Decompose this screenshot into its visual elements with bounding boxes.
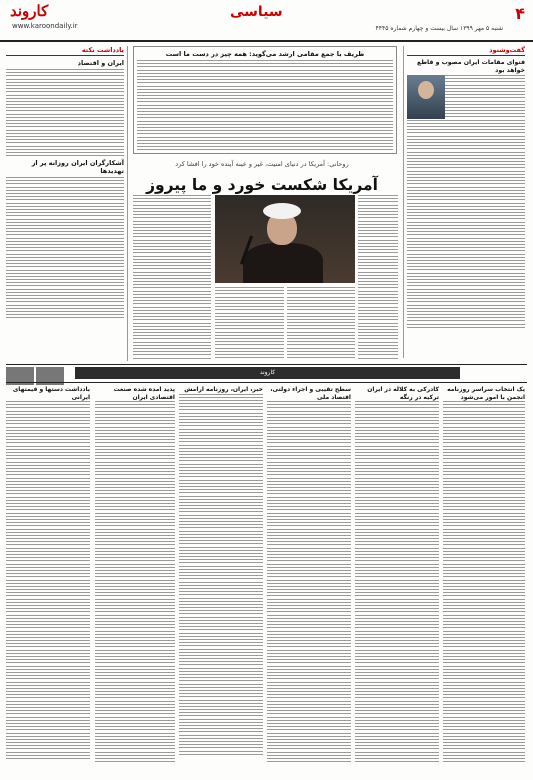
right-story-title: فتوای مقامات ایران مصوب و قاطع خواهد بود: [417, 59, 525, 74]
top-story-body: [137, 60, 393, 150]
newspaper-logo: کاروند: [10, 2, 49, 20]
page-number: ۴: [515, 4, 525, 23]
bottom-col1-title: یک انتخاب سراسر روزنامه انجمن با امور می‌شود: [447, 386, 525, 401]
lead-lower-columns: [215, 287, 355, 362]
right-column: [407, 46, 525, 358]
ad-strip: کاروند: [75, 367, 460, 379]
lead-column-1: [358, 195, 398, 360]
bottom-col3-title: سطح تقیبی و اجراء دولتی، اقتصاد ملی: [270, 386, 351, 401]
lead-kicker: روحانی: آمریکا در دنیای امنیت، غیر و عینه آینده خود را افشا کرد: [175, 160, 349, 168]
right-column-heading: گفت‌وشنود: [407, 46, 525, 56]
column-rule: [127, 46, 128, 361]
bottom-column-4: [179, 386, 263, 776]
bottom-col2-title: کادرکی به کلاله در ایران ترکیه در رنگه: [367, 386, 439, 401]
bottom-column-3: [267, 386, 351, 776]
speaker-portrait: [407, 75, 445, 119]
lead-column-2: [133, 195, 211, 360]
bottom-col6-title: بادداشت دستها و قیمتهای ایرانی: [12, 386, 90, 401]
date-line: شنبه ۵ مهر ۱۳۹۹ سال بیست و چهارم شماره ۴۴۴۵: [375, 25, 503, 32]
left-subhead-1: ایران و اقتصاد: [77, 59, 124, 67]
bottom-column-2: [355, 386, 439, 776]
left-subhead-2: آشکارگران ایران روزانه پر از تهدیدها: [31, 159, 124, 176]
bottom-column-5: [95, 386, 175, 776]
top-boxed-story: [133, 46, 397, 154]
lead-photo: [215, 195, 355, 283]
masthead: [0, 0, 533, 42]
section-rule: [6, 364, 527, 365]
section-rule: [6, 382, 527, 383]
bottom-column-6: [6, 386, 90, 776]
bottom-column-1: [443, 386, 525, 776]
bottom-col4-title: خبر، ایران، روزنامه آرامش: [184, 386, 263, 393]
website-url: www.karoondaily.ir: [12, 22, 78, 30]
left-column: [6, 46, 124, 362]
left-column-heading: یادداشت نکته: [6, 46, 124, 56]
section-title: سیاسی: [230, 4, 283, 20]
bottom-col5-title: پدید آمده شده صنعت اقتصادی ایران: [113, 386, 175, 401]
lead-headline: آمریکا شکست خورد و ما پیروز: [146, 176, 378, 194]
column-rule: [403, 46, 404, 358]
top-story-headline: ظریف با جمع مقامی ارشد می‌گوید: همه چیز در دست ما است: [165, 50, 365, 58]
